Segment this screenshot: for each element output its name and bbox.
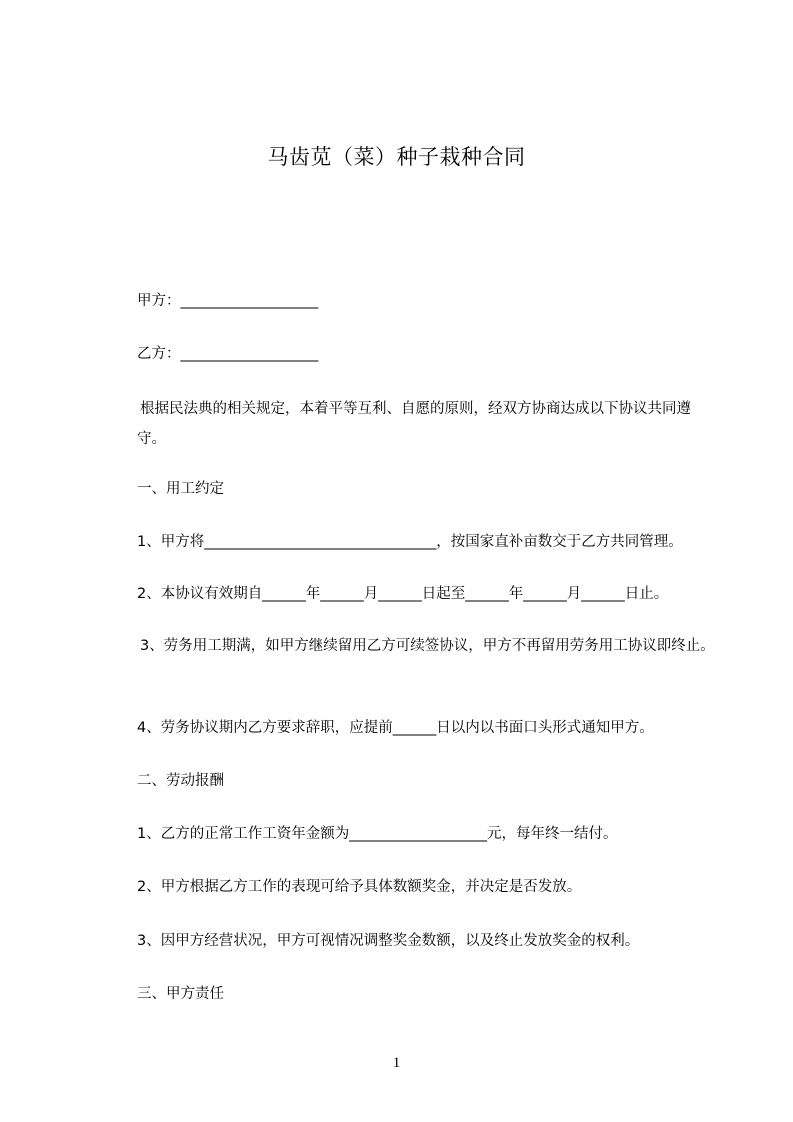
party-b-line: 乙方：___________________ [137,346,319,362]
clause-1-1: 1、甲方将________________________________，按国家直补亩数交于乙方共同管理。 [137,534,683,550]
clause-1-3: 3、劳务用工期满，如甲方继续留用乙方可续签协议，甲方不再留用劳务用工协议即终止。 [140,638,715,654]
section-heading-party-a-duties: 三、甲方责任 [137,986,224,1002]
clause-2-1: 1、乙方的正常工作工资年金额为___________________元，每年终一结付。 [137,826,618,842]
clause-1-2: 2、本协议有效期自______年______月______日起至______年______月______日止。 [137,586,669,602]
section-heading-remuneration: 二、劳动报酬 [137,773,224,789]
preamble-paragraph: 根据民法典的相关规定，本着平等互利、自愿的原则，经双方协商达成以下协议共同遵守。 [137,401,691,447]
section-heading-employment: 一、用工约定 [137,481,224,497]
party-a-line: 甲方：___________________ [137,293,319,309]
clause-1-4: 4、劳务协议期内乙方要求辞职，应提前______日以内以书面口头形式通知甲方。 [137,720,654,736]
clause-2-3: 3、因甲方经营状况，甲方可视情况调整奖金数额，以及终止发放奖金的权利。 [137,933,640,949]
page-number: 1 [392,1055,401,1071]
clause-2-2: 2、甲方根据乙方工作的表现可给予具体数额奖金，并决定是否发放。 [137,879,582,895]
page-title: 马齿苋（菜）种子栽种合同 [267,145,526,169]
